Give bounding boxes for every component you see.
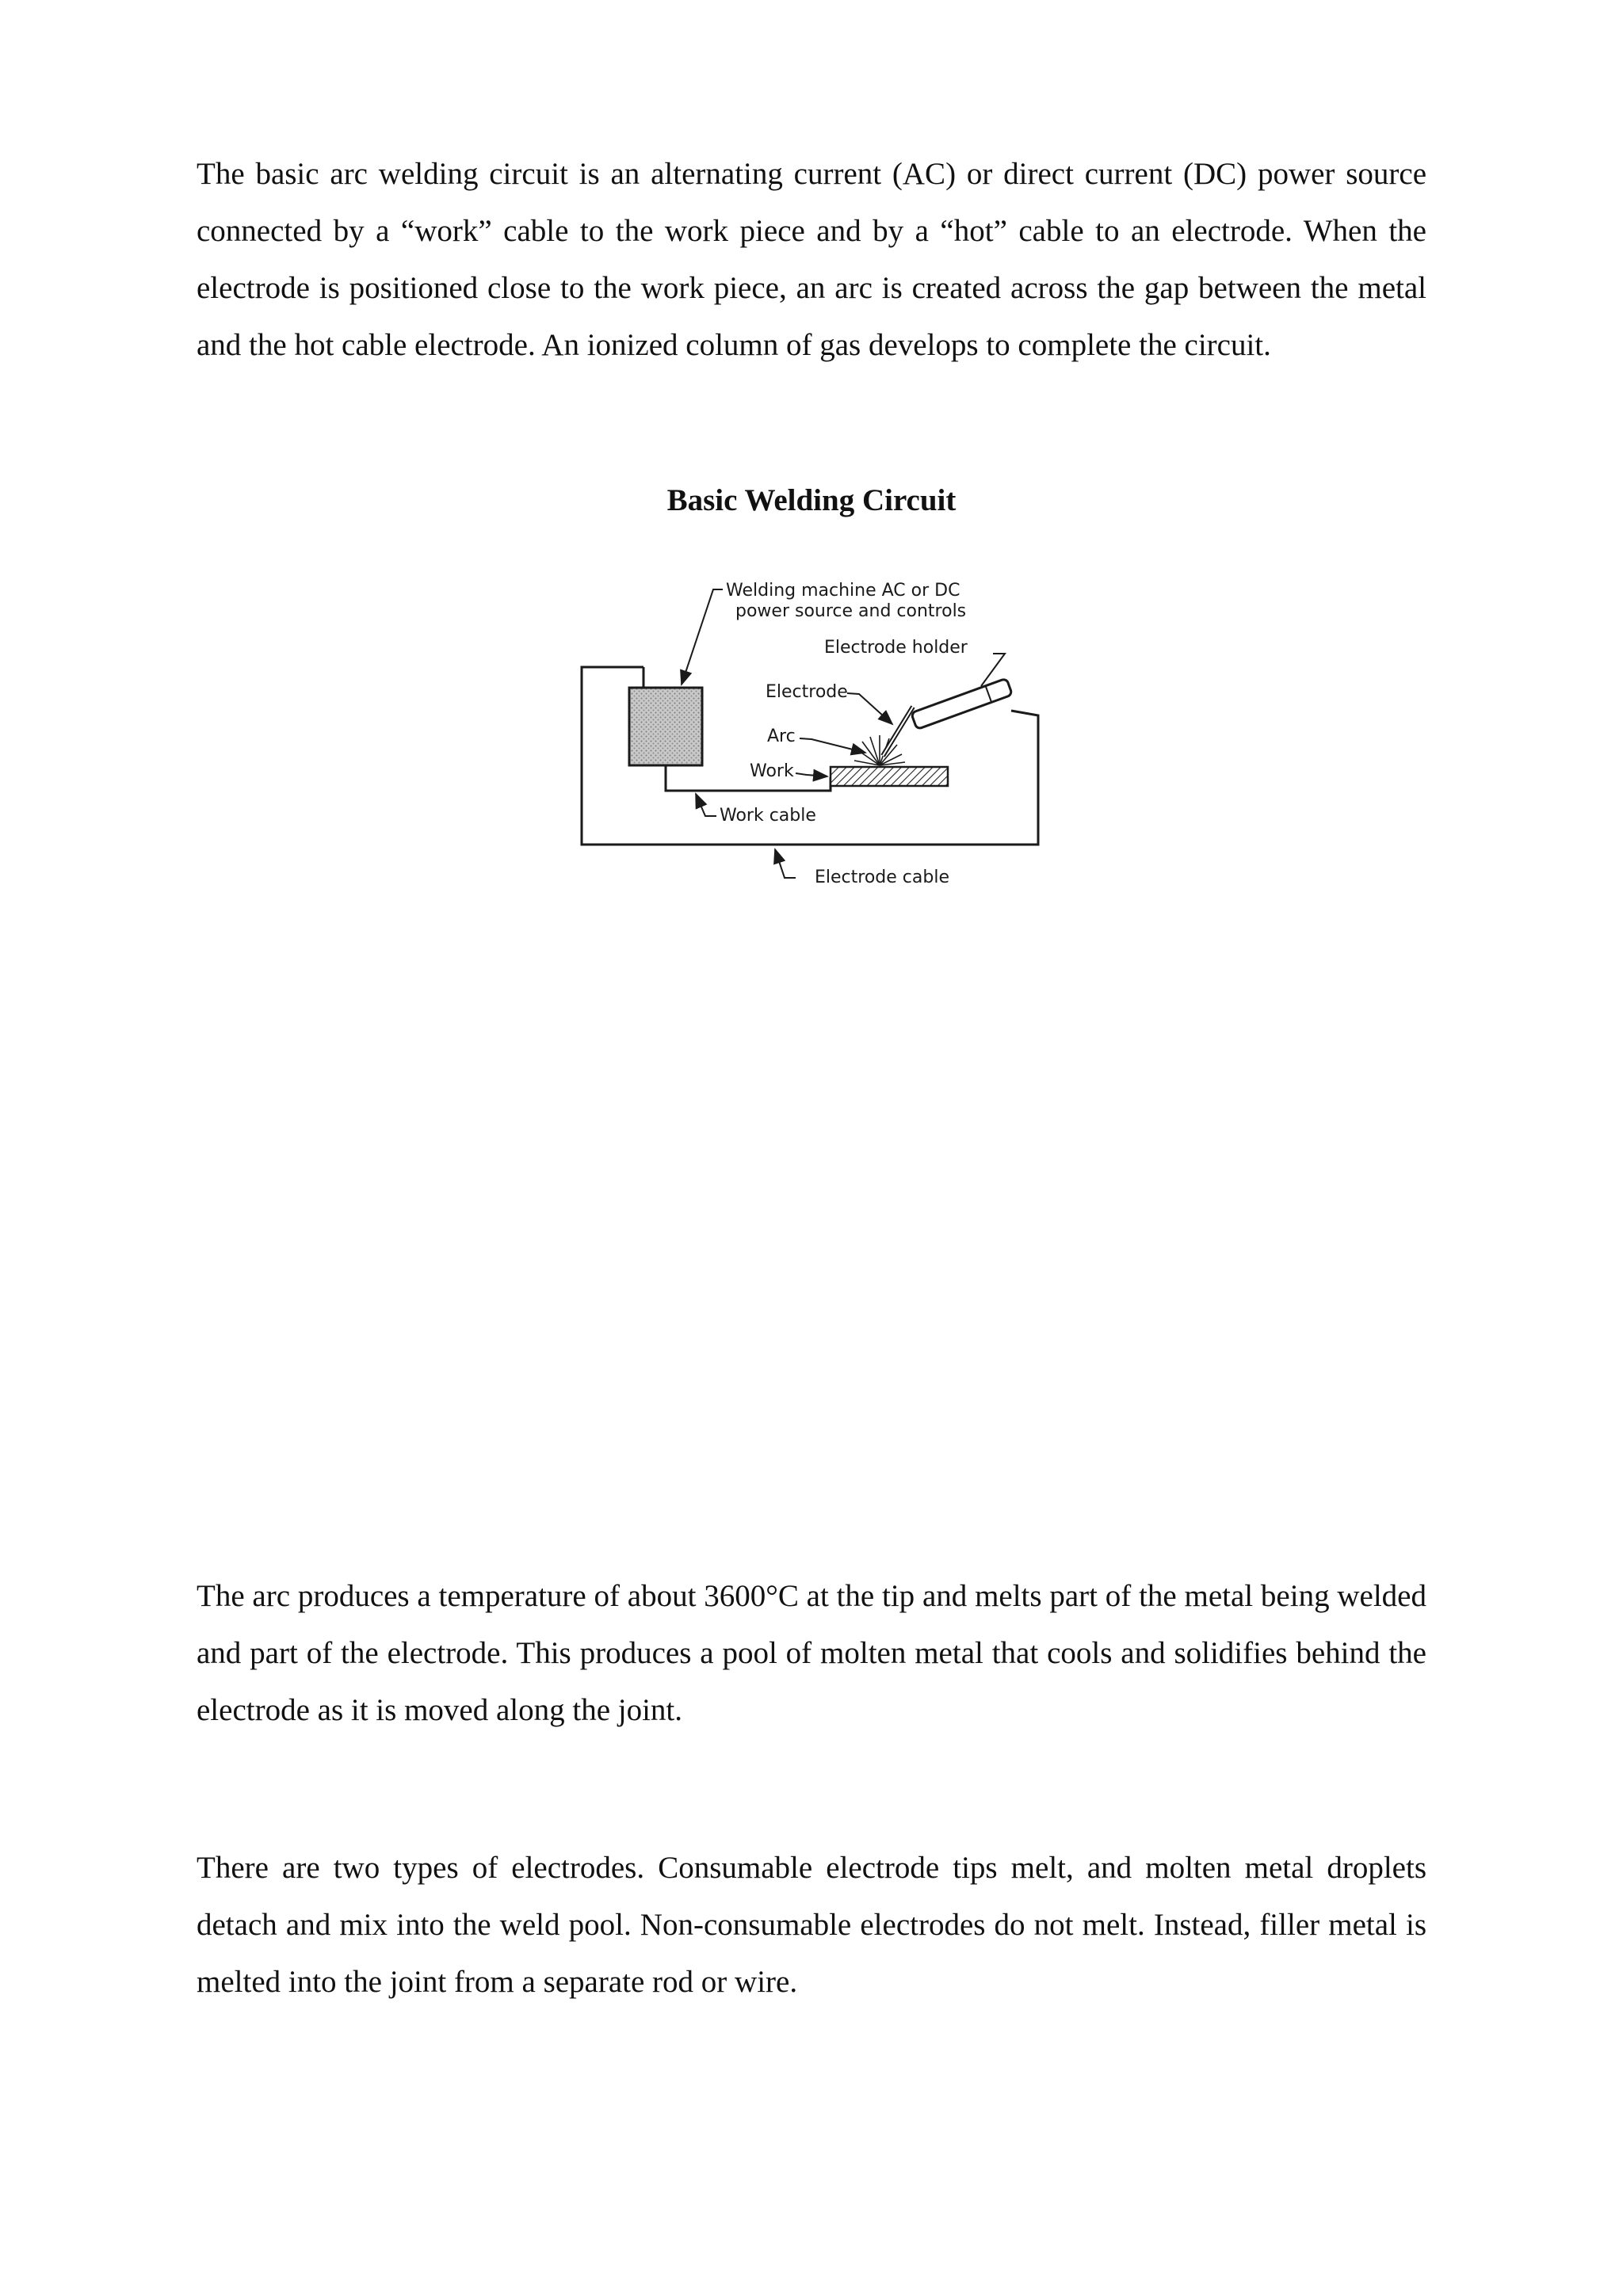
- machine-label-line1: Welding machine AC or DC: [726, 581, 960, 601]
- electrode-cable-label: Electrode cable: [815, 868, 949, 887]
- work-cable-label: Work cable: [720, 806, 816, 826]
- welding-machine-box: [629, 688, 702, 765]
- machine-label-line2: power source and controls: [735, 601, 967, 621]
- arc-sparks: [854, 735, 905, 765]
- work-label: Work: [750, 761, 794, 781]
- arc-label: Arc: [767, 727, 796, 746]
- electrode-label: Electrode: [766, 682, 848, 702]
- work-piece: [831, 767, 948, 786]
- intro-paragraph: The basic arc welding circuit is an alternating current (AC) or direct current (DC) power source connected by a “work” cable to the work piece and by a “hot” cable to an electrode. When the electrode is positioned close to the work piece, an arc is created across the gap between the metal and the hot cable electrode. An ionized column of gas develops to complete the circuit.: [197, 157, 1426, 362]
- work-cable-line: [666, 765, 831, 791]
- welding-circuit-diagram: [564, 555, 1068, 903]
- electrode-holder: [911, 678, 1013, 729]
- figure-title: Basic Welding Circuit: [666, 483, 957, 517]
- arc-temperature-paragraph: The arc produces a temperature of about 3600°C at the tip and melts part of the metal being welded and part of the electrode. This produces a pool of molten metal that cools and solidifies behind the electrode as it is moved along the joint.: [197, 1579, 1426, 1727]
- electrode-holder-label: Electrode holder: [824, 638, 968, 658]
- electrode-types-paragraph: There are two types of electrodes. Consumable electrode tips melt, and molten metal droplets detach and mix into the weld pool. Non-consumable electrodes do not melt. Instead, filler metal is melted into the joint from a separate rod or wire.: [197, 1851, 1426, 1999]
